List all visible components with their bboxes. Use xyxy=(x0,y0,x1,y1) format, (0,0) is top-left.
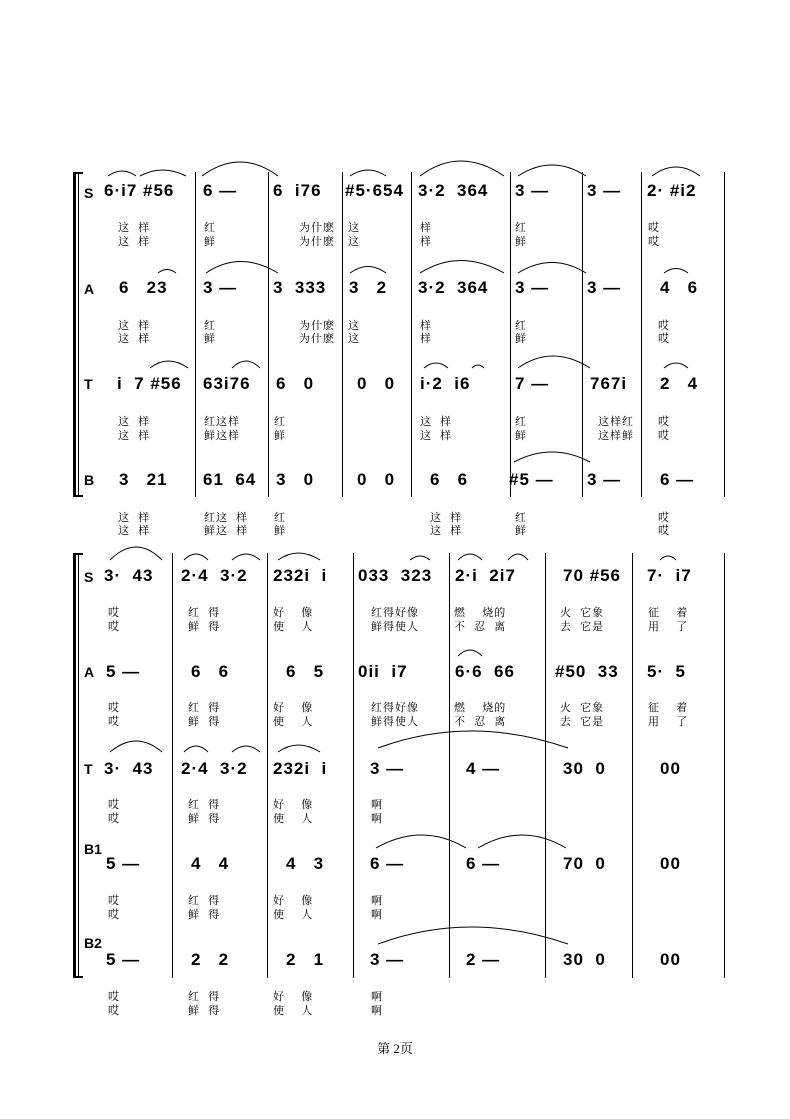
lyric-line-2: 哎 xyxy=(108,621,120,633)
slur xyxy=(150,361,188,368)
measure-notes: 033 323 xyxy=(358,566,433,585)
lyric-line-1: 好 像 xyxy=(273,895,314,907)
measure-notes: 3· 43 xyxy=(104,759,154,778)
lyric-line-2: 鲜 xyxy=(515,525,527,537)
slur xyxy=(184,554,208,560)
lyric-line-1: 红 xyxy=(515,320,527,332)
measure-notes: 6 6 xyxy=(430,470,469,489)
lyric-line-2: 这 样 xyxy=(118,333,151,345)
slur xyxy=(478,835,566,848)
lyric-line-1: 燃 烧的 xyxy=(454,607,507,619)
lyric-line-2: 使 人 xyxy=(273,621,314,633)
measure-notes: 2·4 3·2 xyxy=(181,759,248,778)
measure-notes: 61 64 xyxy=(203,470,257,489)
lyric-line-1: 啊 xyxy=(371,895,383,907)
measure-notes: 6 6 xyxy=(191,662,230,681)
measure-notes: 3·2 364 xyxy=(418,278,489,297)
measure-notes: 5 — xyxy=(106,662,141,681)
part-label: A xyxy=(84,664,95,680)
measure-notes: 2 2 xyxy=(191,950,230,969)
lyric-line-2: 鲜 xyxy=(515,333,527,345)
lyric-line-2: 鲜 得 xyxy=(188,813,221,825)
measure-notes: 4 — xyxy=(466,759,501,778)
slur xyxy=(232,361,260,368)
lyric-line-1: 哎 xyxy=(658,416,670,428)
measure-notes: 3 — xyxy=(515,278,550,297)
slur xyxy=(232,746,260,752)
measure-notes: 2·i 2i7 xyxy=(455,566,516,585)
measure-notes: 2· #i2 xyxy=(647,181,697,200)
part-label: A xyxy=(84,281,95,297)
lyric-line-1: 红 xyxy=(204,222,216,234)
measure-notes: 0 0 xyxy=(357,374,396,393)
slur xyxy=(420,161,504,176)
lyric-line-1: 哎 xyxy=(108,799,120,811)
lyric-line-2: 啊 xyxy=(371,1005,383,1017)
lyric-line-2: 这 xyxy=(348,236,360,248)
lyric-line-1: 红 得 xyxy=(188,799,221,811)
measure-notes: #5 — xyxy=(509,470,554,489)
measure-notes: 6 — xyxy=(466,854,501,873)
measure-notes: 3 — xyxy=(515,181,550,200)
measure-notes: 6 — xyxy=(660,470,695,489)
lyric-line-2: 哎 xyxy=(658,430,670,442)
measure-notes: 00 xyxy=(660,854,681,873)
measure-notes: 2 1 xyxy=(286,950,325,969)
lyric-line-1: 哎 xyxy=(658,512,670,524)
lyric-line-1: 这 样 xyxy=(118,222,151,234)
lyric-line-2: 去 它是 xyxy=(560,621,605,633)
lyric-line-1: 啊 xyxy=(371,799,383,811)
measure-notes: i·2 i6 xyxy=(420,374,471,393)
slur xyxy=(652,167,700,176)
lyric-line-1: 哎 xyxy=(658,320,670,332)
slur xyxy=(378,731,568,748)
measure-notes: 6 — xyxy=(203,181,238,200)
lyric-line-2: 鲜 xyxy=(204,333,216,345)
lyric-line-2: 样 xyxy=(420,236,432,248)
lyric-line-1: 样 xyxy=(420,222,432,234)
measure-notes: 3 — xyxy=(203,278,238,297)
slur xyxy=(206,262,278,274)
lyric-line-1: 红 xyxy=(274,512,286,524)
page-number: 第 2页 xyxy=(377,1041,413,1056)
lyric-line-1: 红这样 xyxy=(204,416,240,428)
lyric-line-1: 红 得 xyxy=(188,607,221,619)
measure-notes: 7 — xyxy=(515,374,550,393)
measure-notes: #50 33 xyxy=(555,662,619,681)
measure-notes: 00 xyxy=(660,759,681,778)
lyric-line-2: 这 样 xyxy=(118,236,151,248)
slur xyxy=(110,741,162,752)
slur xyxy=(424,363,448,368)
lyric-line-1: 这 样 xyxy=(118,320,151,332)
part-label: S xyxy=(84,569,94,585)
lyric-line-1: 这 xyxy=(348,320,360,332)
lyric-line-2: 哎 xyxy=(658,525,670,537)
lyric-line-2: 鲜 xyxy=(515,430,527,442)
lyric-line-2: 去 它是 xyxy=(560,716,605,728)
lyric-line-2: 鲜得使人 xyxy=(371,716,419,728)
measure-notes: 3 2 xyxy=(349,278,388,297)
lyric-line-2: 样 xyxy=(420,333,432,345)
measure-notes: 6 23 xyxy=(119,278,168,297)
lyric-line-2: 鲜这 样 xyxy=(204,525,249,537)
lyric-line-2: 鲜 xyxy=(515,236,527,248)
slur xyxy=(184,746,208,752)
lyric-line-2: 鲜 xyxy=(204,236,216,248)
part-label: T xyxy=(84,761,93,777)
part-label: B2 xyxy=(84,935,102,951)
lyric-line-1: 这样红 xyxy=(598,416,634,428)
lyric-line-2: 鲜得使人 xyxy=(371,621,419,633)
slur xyxy=(410,556,430,560)
slur xyxy=(278,745,320,752)
measure-notes: 3·2 364 xyxy=(418,181,489,200)
lyric-line-1: 红 得 xyxy=(188,895,221,907)
measure-notes: 3 — xyxy=(587,181,622,200)
measure-notes: 63i76 xyxy=(203,374,251,393)
lyric-line-2: 不 忍 离 xyxy=(454,716,507,728)
measure-notes: 5 — xyxy=(106,854,141,873)
lyric-line-2: 啊 xyxy=(371,813,383,825)
measure-notes: 6 i76 xyxy=(273,181,322,200)
measure-notes: 6 0 xyxy=(276,374,315,393)
measure-notes: 3 — xyxy=(370,950,405,969)
slur xyxy=(508,554,528,560)
measure-notes: 70 0 xyxy=(563,854,606,873)
lyric-line-2: 鲜 得 xyxy=(188,909,221,921)
lyric-line-2: 哎 xyxy=(108,716,120,728)
measure-notes: 7· i7 xyxy=(647,566,692,585)
slur xyxy=(472,365,484,368)
measure-notes: 3 — xyxy=(587,470,622,489)
lyric-line-1: 红 xyxy=(274,416,286,428)
slur xyxy=(420,261,504,274)
lyric-line-2: 哎 xyxy=(108,1005,120,1017)
lyric-line-2: 鲜 xyxy=(274,525,286,537)
slur xyxy=(202,162,278,176)
measure-notes: 2 4 xyxy=(660,374,699,393)
lyric-line-1: 火 它象 xyxy=(560,702,605,714)
measure-notes: 5· 5 xyxy=(647,662,687,681)
lyric-line-1: 哎 xyxy=(108,702,120,714)
lyric-line-1: 好 像 xyxy=(273,702,314,714)
lyric-line-2: 鲜这样 xyxy=(204,430,240,442)
lyric-line-1: 这 样 xyxy=(430,512,463,524)
lyric-line-2: 这 样 xyxy=(118,525,151,537)
measure-notes: i 7 #56 xyxy=(117,374,182,393)
lyric-line-2: 使 人 xyxy=(273,1005,314,1017)
lyric-line-2: 使 人 xyxy=(273,909,314,921)
slur xyxy=(518,263,586,274)
part-label: B xyxy=(84,472,95,488)
measure-notes: 232i i xyxy=(273,566,328,585)
slur xyxy=(514,452,590,462)
lyric-line-1: 这 样 xyxy=(118,512,151,524)
lyric-line-2: 这 xyxy=(348,333,360,345)
lyric-line-1: 红 xyxy=(204,320,216,332)
lyric-line-1: 这 样 xyxy=(118,416,151,428)
lyric-line-2: 这 样 xyxy=(420,430,453,442)
lyric-line-1: 哎 xyxy=(108,991,120,1003)
lyric-line-1: 哎 xyxy=(108,607,120,619)
measure-notes: 3 0 xyxy=(276,470,315,489)
slur xyxy=(458,554,482,560)
lyric-line-1: 红 xyxy=(515,416,527,428)
lyric-line-1: 好 像 xyxy=(273,799,314,811)
measure-notes: 767i xyxy=(590,374,628,393)
lyric-line-1: 红 得 xyxy=(188,702,221,714)
lyric-line-2: 用 了 xyxy=(648,621,689,633)
measure-notes: 30 0 xyxy=(563,759,606,778)
slur xyxy=(664,269,688,274)
lyric-line-1: 红 xyxy=(515,222,527,234)
lyric-line-2: 哎 xyxy=(658,333,670,345)
lyric-line-1: 红得好像 xyxy=(371,607,419,619)
measure-notes: 3· 43 xyxy=(104,566,154,585)
lyric-line-1: 这 样 xyxy=(420,416,453,428)
lyric-line-1: 红得好像 xyxy=(371,702,419,714)
lyric-line-1: 红 得 xyxy=(188,991,221,1003)
lyric-line-1: 征 着 xyxy=(648,607,689,619)
lyric-line-1: 红 xyxy=(515,512,527,524)
lyric-line-1: 好 像 xyxy=(273,607,314,619)
measure-notes: 3 — xyxy=(587,278,622,297)
lyric-line-2: 使 人 xyxy=(273,813,314,825)
measure-notes: 0ii i7 xyxy=(358,662,408,681)
lyric-line-1: 火 它象 xyxy=(560,607,605,619)
measure-notes: 232i i xyxy=(273,759,328,778)
lyric-line-2: 不 忍 离 xyxy=(454,621,507,633)
measure-notes: #5·654 xyxy=(345,181,404,200)
measure-notes: 6 — xyxy=(370,854,405,873)
slur xyxy=(350,267,386,274)
lyric-line-1: 哎 xyxy=(108,895,120,907)
measure-notes: 4 4 xyxy=(191,854,230,873)
lyric-line-1: 征 着 xyxy=(648,702,689,714)
lyric-line-1: 红这 样 xyxy=(204,512,249,524)
measure-notes: 2·4 3·2 xyxy=(181,566,248,585)
part-label: S xyxy=(84,185,94,201)
lyric-line-2: 鲜 得 xyxy=(188,621,221,633)
slur xyxy=(458,650,482,656)
lyric-line-2: 鲜 得 xyxy=(188,1005,221,1017)
measure-notes: 3 21 xyxy=(119,470,168,489)
lyric-line-2: 为什麽 xyxy=(299,236,335,248)
lyric-line-1: 为什麽 xyxy=(299,222,335,234)
measure-notes: 70 #56 xyxy=(563,566,621,585)
lyric-line-2: 哎 xyxy=(108,909,120,921)
measure-notes: 6 5 xyxy=(286,662,325,681)
part-label: B1 xyxy=(84,841,102,857)
lyric-line-2: 使 人 xyxy=(273,716,314,728)
measure-notes: 00 xyxy=(660,950,681,969)
slur xyxy=(378,927,568,944)
lyric-line-2: 用 了 xyxy=(648,716,689,728)
measure-notes: 5 — xyxy=(106,950,141,969)
measure-notes: 6·i7 #56 xyxy=(104,181,175,200)
measure-notes: 30 0 xyxy=(563,950,606,969)
slur xyxy=(664,363,688,368)
lyric-line-1: 好 像 xyxy=(273,991,314,1003)
measure-notes: 3 — xyxy=(370,759,405,778)
slur xyxy=(376,835,466,848)
measure-notes: 0 0 xyxy=(357,470,396,489)
slur xyxy=(158,270,176,274)
lyric-line-1: 燃 烧的 xyxy=(454,702,507,714)
slur xyxy=(518,356,590,368)
slur xyxy=(140,170,186,176)
slur xyxy=(518,165,586,176)
lyric-line-1: 样 xyxy=(420,320,432,332)
measure-notes: 2 — xyxy=(466,950,501,969)
slur xyxy=(232,554,260,560)
lyric-line-2: 哎 xyxy=(108,813,120,825)
slur xyxy=(110,547,162,560)
slur xyxy=(278,553,320,560)
lyric-line-2: 鲜 xyxy=(274,430,286,442)
lyric-line-2: 哎 xyxy=(648,236,660,248)
lyric-line-2: 这 样 xyxy=(118,430,151,442)
part-label: T xyxy=(84,376,93,392)
slur xyxy=(350,170,386,176)
lyric-line-2: 这 样 xyxy=(430,525,463,537)
measure-notes: 6·6 66 xyxy=(455,662,515,681)
slur xyxy=(660,556,676,560)
lyric-line-2: 为什麽 xyxy=(299,333,335,345)
lyric-line-1: 啊 xyxy=(371,991,383,1003)
slur xyxy=(108,171,136,176)
measure-notes: 4 6 xyxy=(660,278,699,297)
lyric-line-1: 哎 xyxy=(648,222,660,234)
lyric-line-1: 这 xyxy=(348,222,360,234)
lyric-line-2: 鲜 得 xyxy=(188,716,221,728)
measure-notes: 3 333 xyxy=(273,278,327,297)
lyric-line-1: 为什麽 xyxy=(299,320,335,332)
measure-notes: 4 3 xyxy=(286,854,325,873)
lyric-line-2: 这样鲜 xyxy=(598,430,634,442)
lyric-line-2: 啊 xyxy=(371,909,383,921)
